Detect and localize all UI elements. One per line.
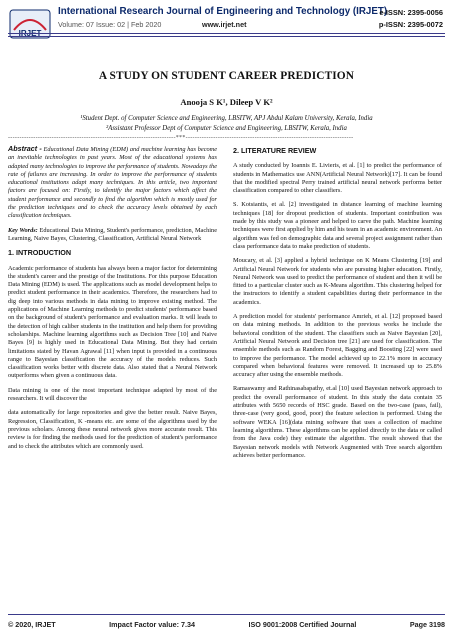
journal-website[interactable]: www.irjet.net [202, 20, 247, 29]
page-footer [8, 620, 445, 629]
left-column [8, 145, 217, 457]
paper-authors: Anooja S K¹, Dileep V K² [180, 97, 273, 107]
journal-header [0, 0, 453, 50]
literature-paragraph-1: A study conducted by Ioannis E. Livieris, et al. [1] to predict the performance of students in Mathematics use ANN(Artificial Neural Network)[17]. It can be found that the modified spectral Perry trained artificial neural network performs better classification compared to other classifiers. [233, 162, 442, 195]
footer-impact-factor: Impact Factor value: 7.34 [109, 620, 196, 629]
abstract [8, 145, 217, 221]
intro-heading: 1. INTRODUCTION [8, 248, 72, 258]
logo-text: IRJET [18, 29, 42, 38]
affiliation-2: ²Assistant Professor Dept of Computer Science and Engineering, LBSITW, Kerala, India [106, 125, 347, 132]
literature-paragraph-3: Moucary, et al. [3] applied a hybrid technique on K Means Clustering [19] and Artificial Neural Network for students who are pursuing higher education. Firstly, Neural Network was used to predict the performance of student and then it will be fitted to a particular cluster such as K-Means algorithm. This clustering helped for the instructors to identify a student capabilities during their performance in the academics. [233, 257, 442, 306]
footer-copyright: © 2020, IRJET [8, 620, 56, 629]
keywords [8, 227, 217, 244]
intro-paragraph-3: data automatically for large repositories and give the better result. Naive Bayes, Regression, Classification, K -means etc. are some of the algorithms used by the previous scholars. Among these neural network gives more accurate result. This review is for finding the methods used for the prediction of student's performance and to check the attributes which are commonly used. [8, 409, 217, 450]
intro-paragraph-2: Data mining is one of the most important technique adapted by most of the researchers. It will discover the [8, 386, 217, 403]
footer-rule [8, 614, 445, 615]
footer-page-number: Page 3198 [409, 620, 445, 629]
abstract-heading: Abstract - [8, 144, 42, 153]
section-separator: -------------------------------------------------------------------------***------------------------------------------------------------------------- [8, 135, 354, 141]
right-column [233, 145, 442, 466]
affiliation-1: ¹Student Dept. of Computer Science and Engineering, LBSITW, APJ Abdul Kalam University, Kerala, India [80, 115, 373, 122]
literature-paragraph-2: S. Kotsiantis, et al. [2] investigated in distance learning of machine learning techniques [18] for dropout prediction of students. Important contribution was made by this study was a pioneer and helped to carve the path. Machine learning techniques were first applied by him and his team in an academic environment. An algorithm was fed on demographic data and several project assignment rather than class performance data to make prediction of students. [233, 201, 442, 250]
header-rule-thin [8, 36, 445, 37]
paper-title: A STUDY ON STUDENT CAREER PREDICTION [98, 70, 355, 82]
literature-paragraph-5: Ramaswamy and Rathinasabapathy, et.al [10] used Bayesian network approach to predict the overall performance of student. In this study the data contain 35 attributes with 5650 records of HSC grade. Based on the two-case (pass, fail), three-case (very good, good, poor) the feature selection is performed. Using the software WEKA [16](data mining software that uses a collection of machine learning algorithms. These algorithms can be applied directly to the data or called from the Java code) they estimate the algorithm. The result showed that the Bayesian network models with Network Augmented with Tree search algorithm achieves better performance. [233, 385, 442, 459]
literature-paragraph-4: A prediction model for students' performance Amrieh, et al. [12] proposed based on data mining methods. In addition to the previous works he include the behavioral condition of the student. The classifiers such as Naive Bayesian [20], Artificial Neural Network and Decision tree [21] are used for classification. The ensemble methods such as Random Forest, Bagging and Boosting [22] were used to improve the performance. The model achieved up to 22.1% more in accuracy compared when behavioral features were removed. It increased up to 25.8% accuracy after using the ensemble methods. [233, 313, 442, 379]
e-issn: e-ISSN: 2395-0056 [379, 8, 443, 17]
volume-info: Volume: 07 Issue: 02 | Feb 2020 [58, 20, 162, 29]
intro-paragraph-1: Academic performance of students has always been a major factor for determining the student's career and the prestige of the Institutions. For this purpose Education Data Mining (EDM) is used. The applications such as model development helps to predict student performance in their academics. Therefore, the researchers had to dig deep into various methods in data mining to improve existing method. The applications of Machine Learning methods to predict students' performance based on the background of student's performance and evaluation marks. It will leads to the detection of high caliber students in the institution and help them for providing scholarships. Machine learning algorithms such as Decision Tree [10] and Naive Bayes [9] is highly used in Educational Data Mining. But they had certain limitations stated by Havan Agrawal [11] when input is provided in a continuous range to Bayesian classification the accuracy of the models reduces. Such classification works better with discrete data. Also stated that a Neural Network outperforms when given a continuous data. [8, 264, 217, 380]
journal-name: International Research Journal of Engineering and Technology (IRJET) [58, 6, 388, 17]
keywords-heading: Key Words: [8, 226, 38, 234]
abstract-text: Educational Data Mining (EDM) and machine learning has become an inevitable technologies in past years. Most of the educational systems has adapted many technologies to improve the performance of students. Nowadays the rate of failures are increasing. In order to improve the performance of students educational institutions adapt many techniques. In this article, two important factors are focused on: Firstly, to identify the major factors which affect the student performance and secondly to find the algorithm which is mostly used for the prediction techniques and to check the accuracy levels obtained by each classification techniques. [8, 146, 217, 220]
header-rule [8, 33, 445, 34]
literature-heading: 2. LITERATURE REVIEW [233, 146, 317, 155]
footer-iso: ISO 9001:2008 Certified Journal [248, 620, 357, 629]
keywords-text: Educational Data Mining, Student's performance, prediction, Machine Learning, Naive Bayes, Clustering, Classification, Artificial Neural Network [8, 226, 217, 242]
p-issn: p-ISSN: 2395-0072 [378, 20, 443, 29]
